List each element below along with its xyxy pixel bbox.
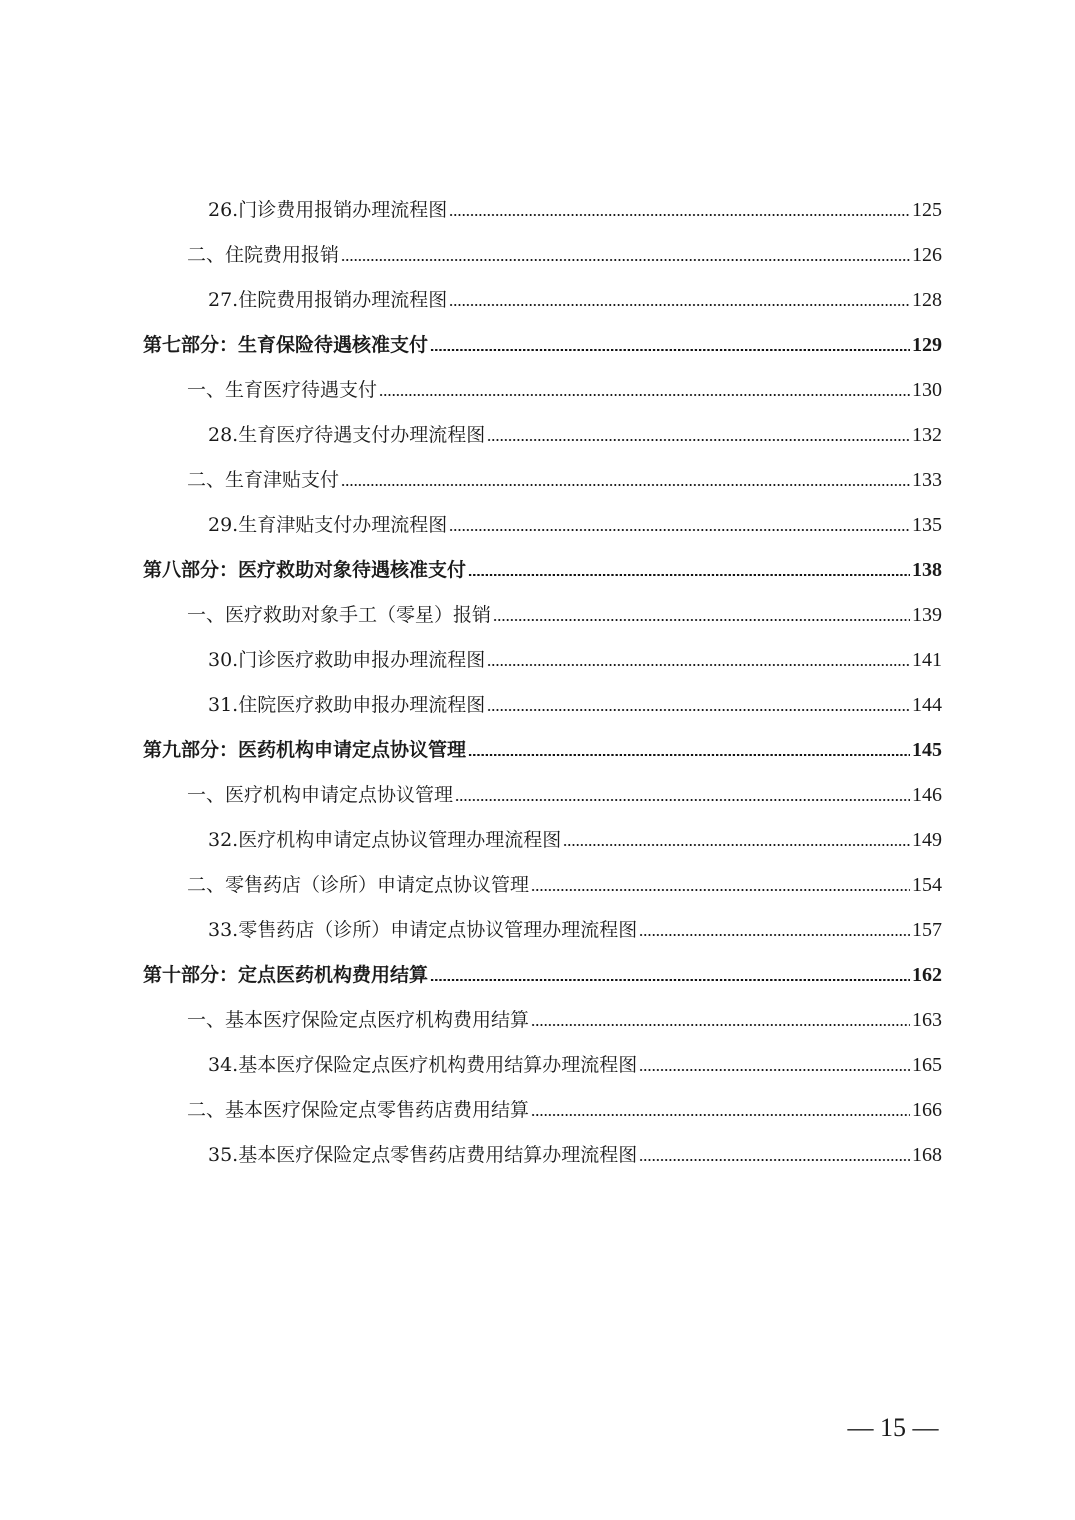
toc-dot-leader (379, 394, 910, 396)
toc-dot-leader (341, 259, 910, 261)
toc-entry-title: 第九部分：医药机构申请定点协议管理 (143, 739, 467, 761)
toc-dot-leader (639, 1069, 910, 1071)
toc-entry-title: 第十部分：定点医药机构费用结算 (143, 964, 429, 986)
toc-entry-page: 154 (912, 874, 942, 896)
toc-entry-title: 29.生育津贴支付办理流程图 (208, 514, 448, 536)
toc-entry[interactable] (208, 912, 942, 942)
toc-entry-page: 146 (912, 784, 942, 806)
toc-entry-page: 130 (912, 379, 942, 401)
toc-entry[interactable] (143, 552, 942, 582)
toc-entry[interactable] (187, 237, 942, 267)
toc-entry[interactable] (187, 1092, 942, 1122)
toc-entry-page: 129 (912, 334, 942, 356)
toc-entry[interactable] (208, 687, 942, 717)
toc-dot-leader (487, 709, 910, 711)
toc-entry-title: 27.住院费用报销办理流程图 (208, 289, 448, 311)
toc-entry-title: 第七部分：生育保险待遇核准支付 (143, 334, 429, 356)
toc-entry-title: 30.门诊医疗救助申报办理流程图 (208, 649, 486, 671)
toc-entry[interactable] (208, 192, 942, 222)
toc-entry-page: 149 (912, 829, 942, 851)
toc-dot-leader (455, 799, 910, 801)
toc-entry-title: 34.基本医疗保险定点医疗机构费用结算办理流程图 (208, 1054, 638, 1076)
toc-entry[interactable] (187, 777, 942, 807)
toc-entry-page: 126 (912, 244, 942, 266)
toc-entry-title: 28.生育医疗待遇支付办理流程图 (208, 424, 486, 446)
toc-dot-leader (563, 844, 910, 846)
toc-dot-leader (430, 349, 910, 351)
toc-entry[interactable] (187, 867, 942, 897)
toc-entry[interactable] (208, 822, 942, 852)
toc-entry-page: 132 (912, 424, 942, 446)
toc-entry[interactable] (143, 732, 942, 762)
toc-entry[interactable] (208, 642, 942, 672)
toc-entry[interactable] (187, 372, 942, 402)
toc-entry-title: 31.住院医疗救助申报办理流程图 (208, 694, 486, 716)
toc-dot-leader (639, 1159, 910, 1161)
toc-entry[interactable] (187, 597, 942, 627)
toc-dot-leader (449, 214, 910, 216)
toc-entry[interactable] (143, 957, 942, 987)
toc-dot-leader (531, 1024, 910, 1026)
toc-entry-title: 二、零售药店（诊所）申请定点协议管理 (187, 874, 530, 896)
toc-entry-title: 33.零售药店（诊所）申请定点协议管理办理流程图 (208, 919, 638, 941)
toc-entry-page: 163 (912, 1009, 942, 1031)
toc-dot-leader (487, 439, 910, 441)
toc-entry[interactable] (208, 282, 942, 312)
toc-entry-page: 138 (912, 559, 942, 581)
toc-entry-page: 144 (912, 694, 942, 716)
toc-entry-page: 139 (912, 604, 942, 626)
toc-entry-page: 165 (912, 1054, 942, 1076)
toc-dot-leader (639, 934, 910, 936)
toc-entry-title: 32.医疗机构申请定点协议管理办理流程图 (208, 829, 562, 851)
toc-entry-page: 141 (912, 649, 942, 671)
toc-dot-leader (468, 574, 910, 576)
toc-entry-page: 128 (912, 289, 942, 311)
toc-entry-page: 162 (912, 964, 942, 986)
toc-entry-title: 二、住院费用报销 (187, 244, 340, 266)
toc-entry[interactable] (187, 462, 942, 492)
toc-dot-leader (430, 979, 910, 981)
toc-entry-page: 125 (912, 199, 942, 221)
toc-entry-title: 26.门诊费用报销办理流程图 (208, 199, 448, 221)
toc-entry-title: 35.基本医疗保险定点零售药店费用结算办理流程图 (208, 1144, 638, 1166)
toc-entry[interactable] (143, 327, 942, 357)
toc-entry[interactable] (208, 1137, 942, 1167)
toc-entry-title: 一、基本医疗保险定点医疗机构费用结算 (187, 1009, 530, 1031)
toc-dot-leader (487, 664, 910, 666)
toc-entry-page: 133 (912, 469, 942, 491)
toc-dot-leader (531, 1114, 910, 1116)
toc-entry[interactable] (208, 417, 942, 447)
toc-entry-title: 二、基本医疗保险定点零售药店费用结算 (187, 1099, 530, 1121)
toc-entry-title: 第八部分：医疗救助对象待遇核准支付 (143, 559, 467, 581)
toc-entry-page: 168 (912, 1144, 942, 1166)
toc-dot-leader (468, 754, 910, 756)
toc-dot-leader (449, 304, 910, 306)
toc-entry-page: 166 (912, 1099, 942, 1121)
toc-dot-leader (493, 619, 910, 621)
toc-entry-page: 135 (912, 514, 942, 536)
toc-dot-leader (531, 889, 910, 891)
toc-entry-title: 一、医疗救助对象手工（零星）报销 (187, 604, 492, 626)
toc-entry-page: 145 (912, 739, 942, 761)
toc-entry-page: 157 (912, 919, 942, 941)
toc-entry[interactable] (187, 1002, 942, 1032)
page-number: — 15 — (847, 1413, 939, 1442)
toc-entry-title: 一、生育医疗待遇支付 (187, 379, 378, 401)
toc-entry[interactable] (208, 507, 942, 537)
toc-entry-title: 二、生育津贴支付 (187, 469, 340, 491)
toc-entry-title: 一、医疗机构申请定点协议管理 (187, 784, 454, 806)
toc-dot-leader (341, 484, 910, 486)
toc-dot-leader (449, 529, 910, 531)
toc-entry[interactable] (208, 1047, 942, 1077)
